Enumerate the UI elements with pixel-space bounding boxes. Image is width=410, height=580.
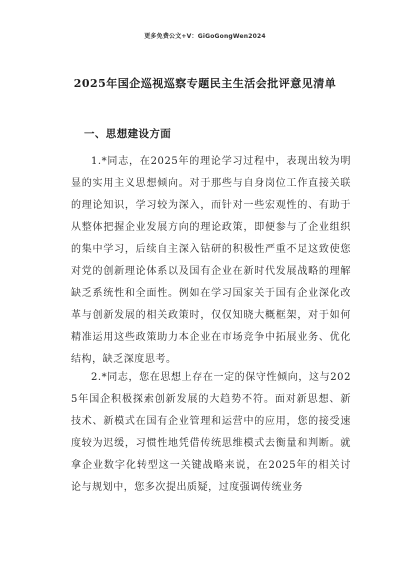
body-paragraph-2: 2.*同志，您在思想上存在一定的保守性倾向，这与2025年国企积极探索创新发展的大趋势不符。面对新思想、新技术、新模式在国有企业管理和运营中的应用，您的接受速度较为迟缓，习惯性地凭借传统思维模式去衡量和判断。就拿企业数字化转型这一关键战略来说，在2025年的相关讨论与规划中，您多次提出质疑，过度强调传统业务 (71, 372, 351, 493)
document-title: 2025年国企巡视巡察专题民主生活会批评意见清单 (73, 77, 337, 90)
section-heading: 一、思想建设方面 (84, 128, 172, 140)
header-watermark: 更多免费公文+V：GiGoGongWen2024 (144, 33, 266, 40)
body-paragraph-1: 1.*同志，在2025年的理论学习过程中，表现出较为明显的实用主义思想倾向。对于那些与自身岗位工作直接关联的理论知识，学习较为深入，而针对一些宏观性的、有助于从整体把握企业发展方向的理论政策，即便参与了企业组织的集中学习，后续自主深入钻研的积极性严重不足这致使您对党的创新理论体系以及国有企业在新时代发展战略的理解缺乏系统性和全面性。例如在学习国家关于国有企业深化改革与创新发展的相关政策时，仅仅知晓大概框架，对于如何精准运用这些政策助力本企业在市场竞争中拓展业务、优化结构，缺乏深度思考。 (71, 156, 351, 365)
